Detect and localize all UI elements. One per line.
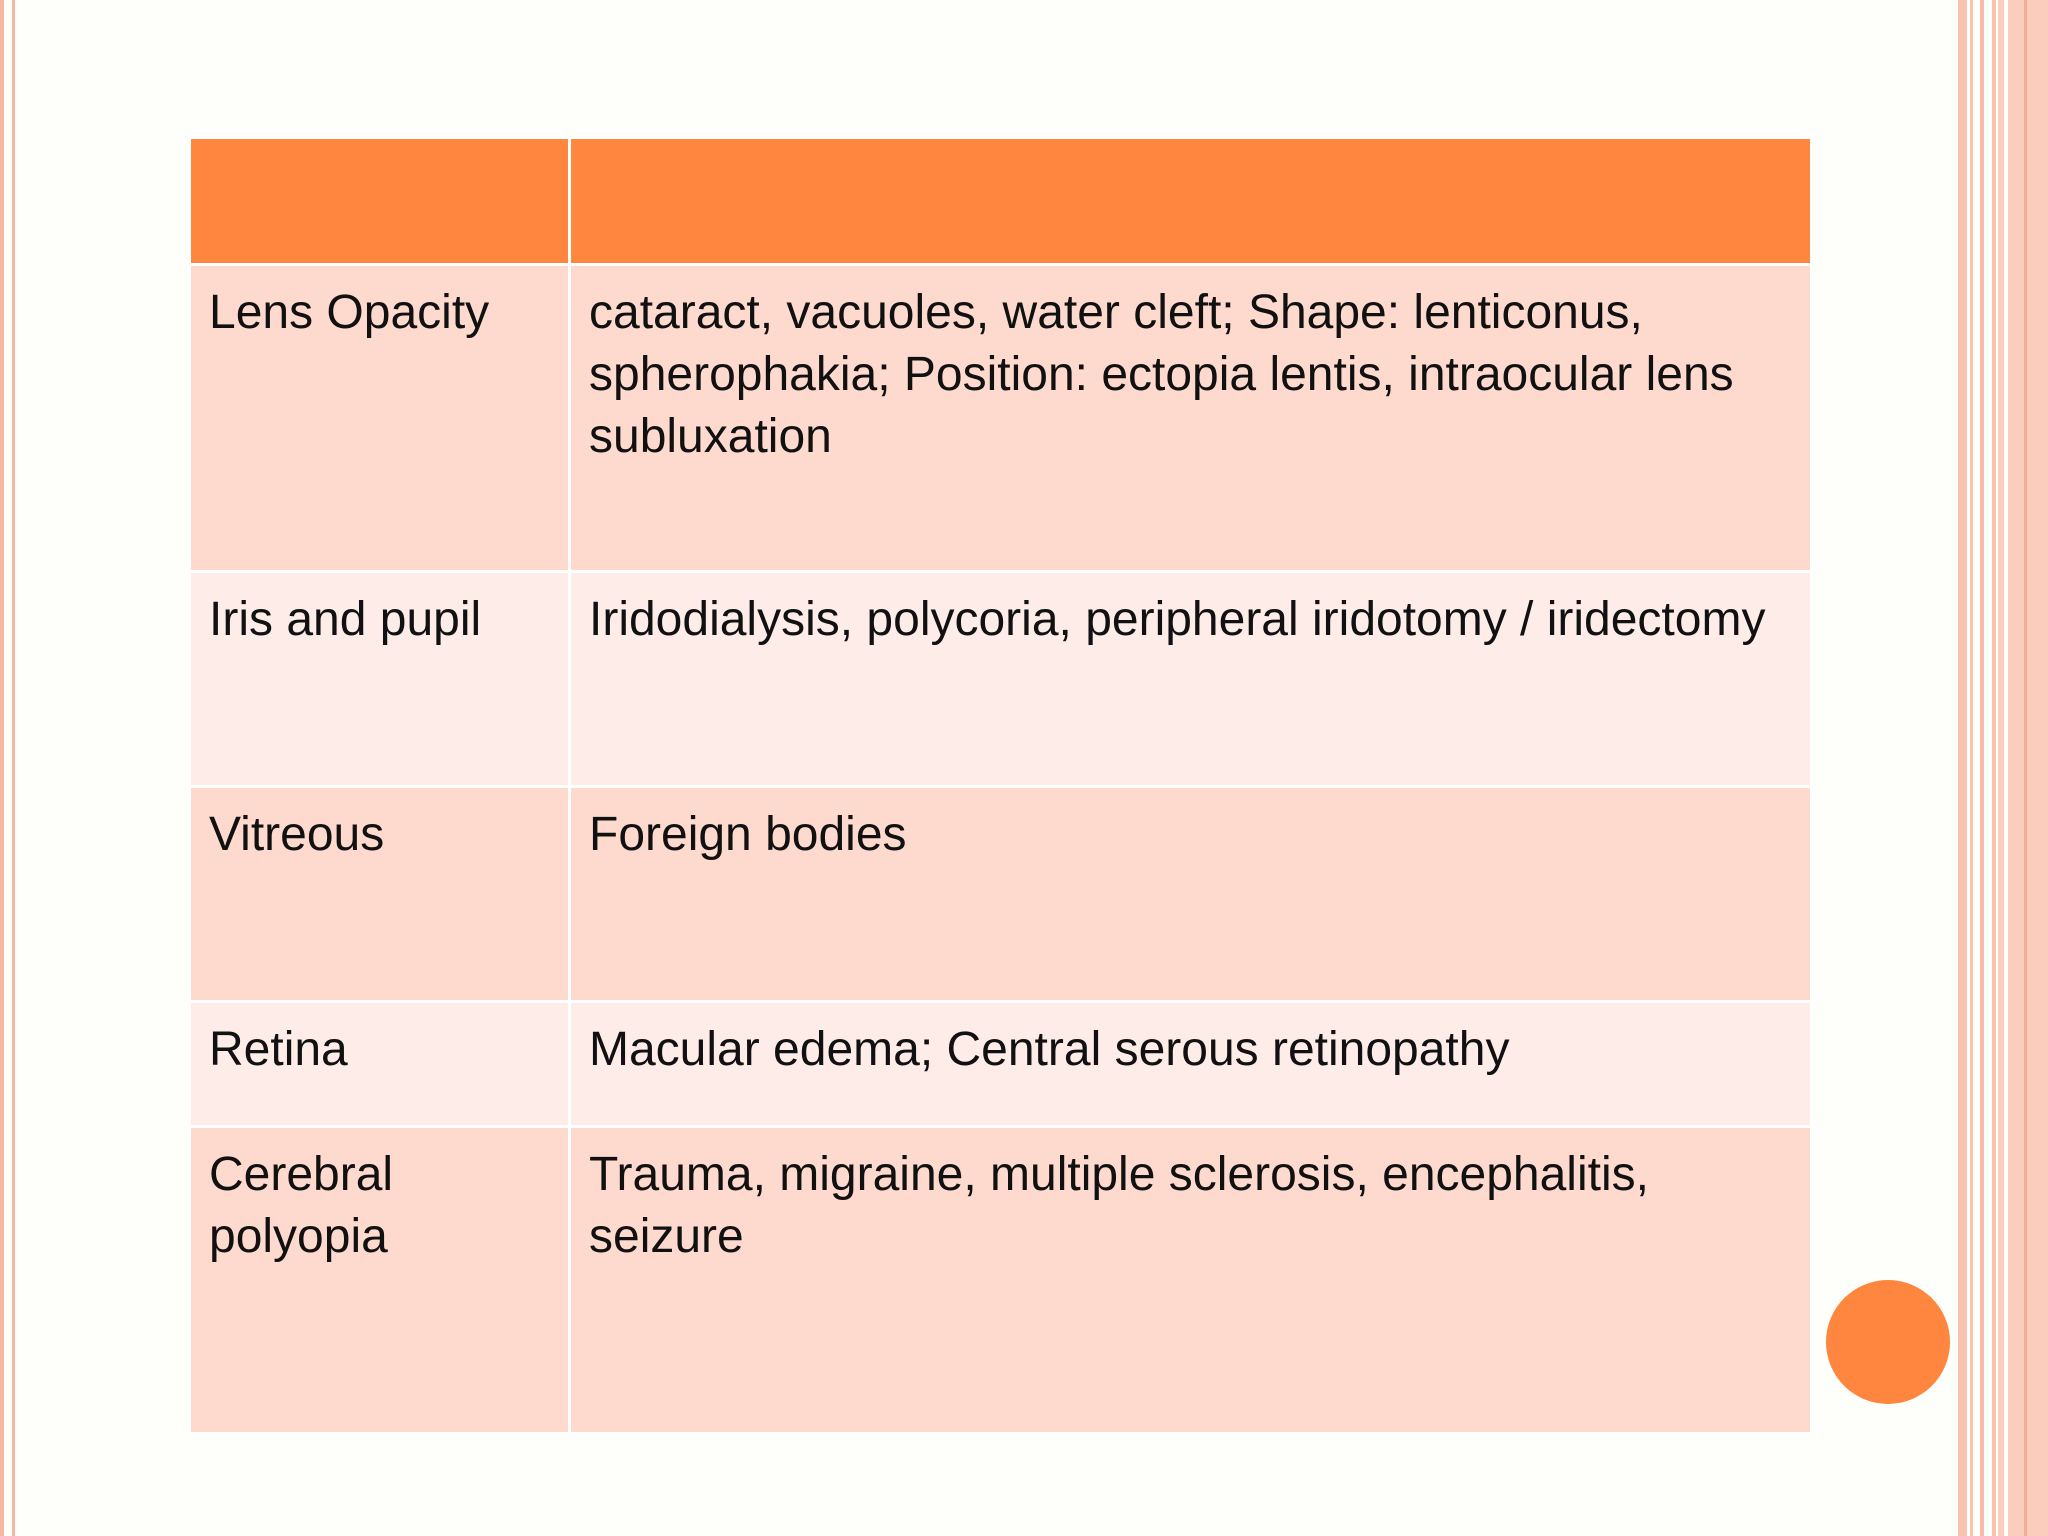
description-text: cataract, vacuoles, water cleft; Shape: lenticonus, spherophakia; Position: ectopia lentis, intraocular lens subluxation xyxy=(589,286,1734,463)
description-text: Trauma, migraine, multiple sclerosis, encephalitis, seizure xyxy=(589,1148,1649,1263)
category-cell xyxy=(190,1127,570,1434)
header-cell-description xyxy=(570,138,1812,265)
right-stripe xyxy=(2008,0,2048,1536)
description-text: Iridodialysis, polycoria, peripheral iridotomy / iridectomy xyxy=(589,593,1766,646)
right-stripe xyxy=(1992,0,1996,1536)
category-cell xyxy=(190,1002,570,1127)
table-row xyxy=(190,1127,1812,1434)
category-label: Lens Opacity xyxy=(209,286,490,339)
causes-table xyxy=(188,136,1813,1435)
right-stripe xyxy=(1958,0,1967,1536)
category-label: Iris and pupil xyxy=(209,593,482,646)
table-row xyxy=(190,787,1812,1002)
category-cell xyxy=(190,265,570,572)
right-stripe xyxy=(2024,0,2027,1536)
right-stripe xyxy=(1980,0,1984,1536)
description-text: Macular edema; Central serous retinopathy xyxy=(589,1023,1510,1076)
description-cell xyxy=(570,1127,1812,1434)
description-cell xyxy=(570,787,1812,1002)
description-cell xyxy=(570,265,1812,572)
category-label: Vitreous xyxy=(209,808,385,861)
category-cell xyxy=(190,787,570,1002)
description-cell xyxy=(570,572,1812,787)
table-row xyxy=(190,265,1812,572)
left-border-stripe xyxy=(0,0,4,1536)
left-border-stripe-inner xyxy=(12,0,15,1536)
category-label: Cerebral polyopia xyxy=(209,1148,394,1263)
header-cell-category xyxy=(190,138,570,265)
category-label: Retina xyxy=(209,1023,348,1076)
description-text: Foreign bodies xyxy=(589,808,907,861)
description-cell xyxy=(570,1002,1812,1127)
category-cell xyxy=(190,572,570,787)
table-row xyxy=(190,572,1812,787)
decorative-orange-circle xyxy=(1826,1280,1950,1404)
table-header-row xyxy=(190,138,1812,265)
right-stripe xyxy=(1998,0,2004,1536)
table-row xyxy=(190,1002,1812,1127)
right-stripe xyxy=(1970,0,1973,1536)
